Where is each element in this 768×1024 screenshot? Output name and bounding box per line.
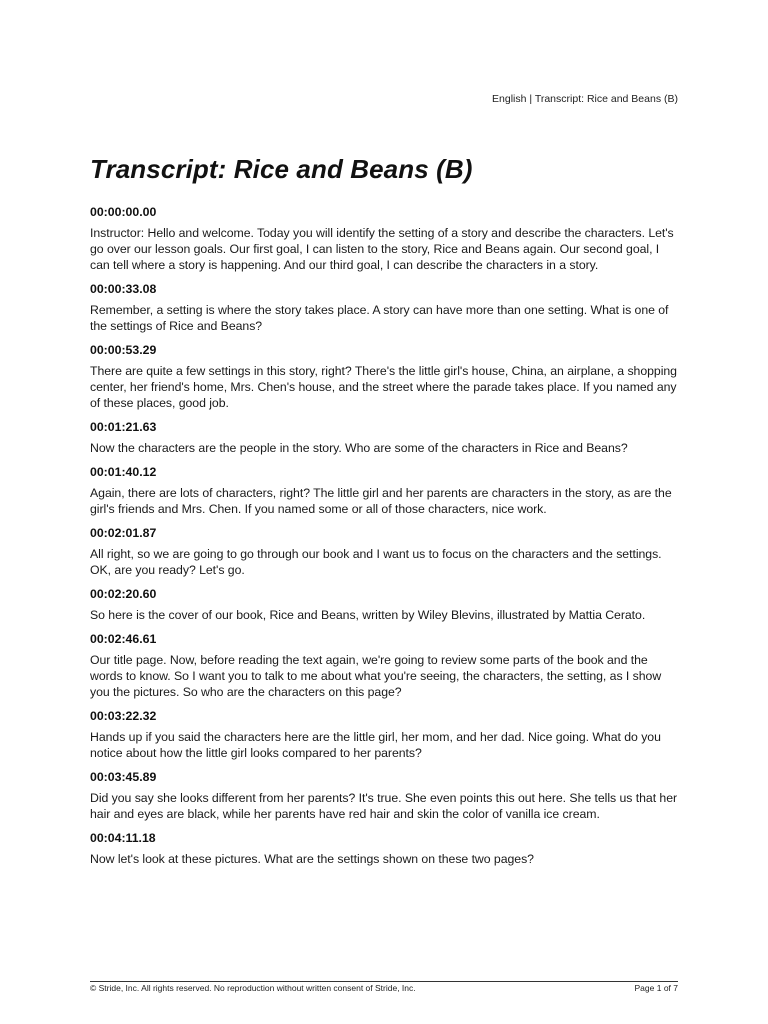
footer-copyright: © Stride, Inc. All rights reserved. No reproduction without written consent of Stride, Inc. — [90, 983, 416, 993]
transcript-entry — [90, 769, 682, 822]
transcript-entry — [90, 342, 682, 411]
transcript-text: Now the characters are the people in the story. Who are some of the characters in Rice and Beans? — [90, 441, 628, 455]
timestamp: 00:03:22.32 — [90, 709, 157, 723]
timestamp: 00:00:00.00 — [90, 205, 157, 219]
transcript-entry — [90, 281, 682, 334]
transcript-body — [90, 204, 682, 875]
transcript-entry — [90, 464, 682, 517]
transcript-text: Now let's look at these pictures. What are the settings shown on these two pages? — [90, 852, 534, 866]
timestamp: 00:03:45.89 — [90, 770, 157, 784]
timestamp: 00:02:46.61 — [90, 632, 157, 646]
timestamp: 00:00:33.08 — [90, 282, 157, 296]
transcript-entry — [90, 204, 682, 273]
transcript-text: All right, so we are going to go through our book and I want us to focus on the characters and the settings. OK, are you ready? Let's go. — [90, 547, 662, 577]
timestamp: 00:02:01.87 — [90, 526, 157, 540]
timestamp: 00:01:40.12 — [90, 465, 157, 479]
transcript-text: Our title page. Now, before reading the text again, we're going to review some parts of the book and the words to know. So I want you to talk to me about what you're seeing, the characters, the setting, as I show you the pictures. So who are the characters on this page? — [90, 653, 662, 699]
footer-divider — [90, 981, 678, 982]
page-number: Page 1 of 7 — [634, 983, 678, 993]
transcript-text: Instructor: Hello and welcome. Today you will identify the setting of a story and describe the characters. Let's go over our lesson goals. Our first goal, I can listen to the story, Rice and Beans again. Our second goal, I can tell where a story is happening. And our third goal, I can describe the characters in a story. — [90, 226, 674, 272]
transcript-text: Again, there are lots of characters, right? The little girl and her parents are characters in the story, as are the girl's friends and Mrs. Chen. If you named some or all of those characters, nice work. — [90, 486, 672, 516]
transcript-entry — [90, 419, 682, 456]
transcript-text: Hands up if you said the characters here are the little girl, her mom, and her dad. Nice going. What do you notice about how the little girl looks compared to her parents? — [90, 730, 661, 760]
timestamp: 00:04:11.18 — [90, 831, 156, 845]
document-header: English | Transcript: Rice and Beans (B) — [492, 93, 678, 105]
transcript-text: So here is the cover of our book, Rice and Beans, written by Wiley Blevins, illustrated by Mattia Cerato. — [90, 608, 646, 622]
transcript-entry — [90, 525, 682, 578]
timestamp: 00:00:53.29 — [90, 343, 157, 357]
transcript-entry — [90, 631, 682, 700]
transcript-entry — [90, 708, 682, 761]
transcript-text: Remember, a setting is where the story takes place. A story can have more than one setting. What is one of the settings of Rice and Beans? — [90, 303, 669, 333]
transcript-entry — [90, 586, 682, 623]
timestamp: 00:02:20.60 — [90, 587, 157, 601]
transcript-text: There are quite a few settings in this story, right? There's the little girl's house, China, an airplane, a shopping center, her friend's home, Mrs. Chen's house, and the street where the parade takes place. If you named any of these places, good job. — [90, 364, 677, 410]
timestamp: 00:01:21.63 — [90, 420, 157, 434]
document-title: Transcript: Rice and Beans (B) — [90, 154, 473, 184]
transcript-text: Did you say she looks different from her parents? It's true. She even points this out here. She tells us that her hair and eyes are black, while her parents have red hair and skin the color of vanilla ice cream. — [90, 791, 678, 821]
transcript-entry — [90, 830, 682, 867]
